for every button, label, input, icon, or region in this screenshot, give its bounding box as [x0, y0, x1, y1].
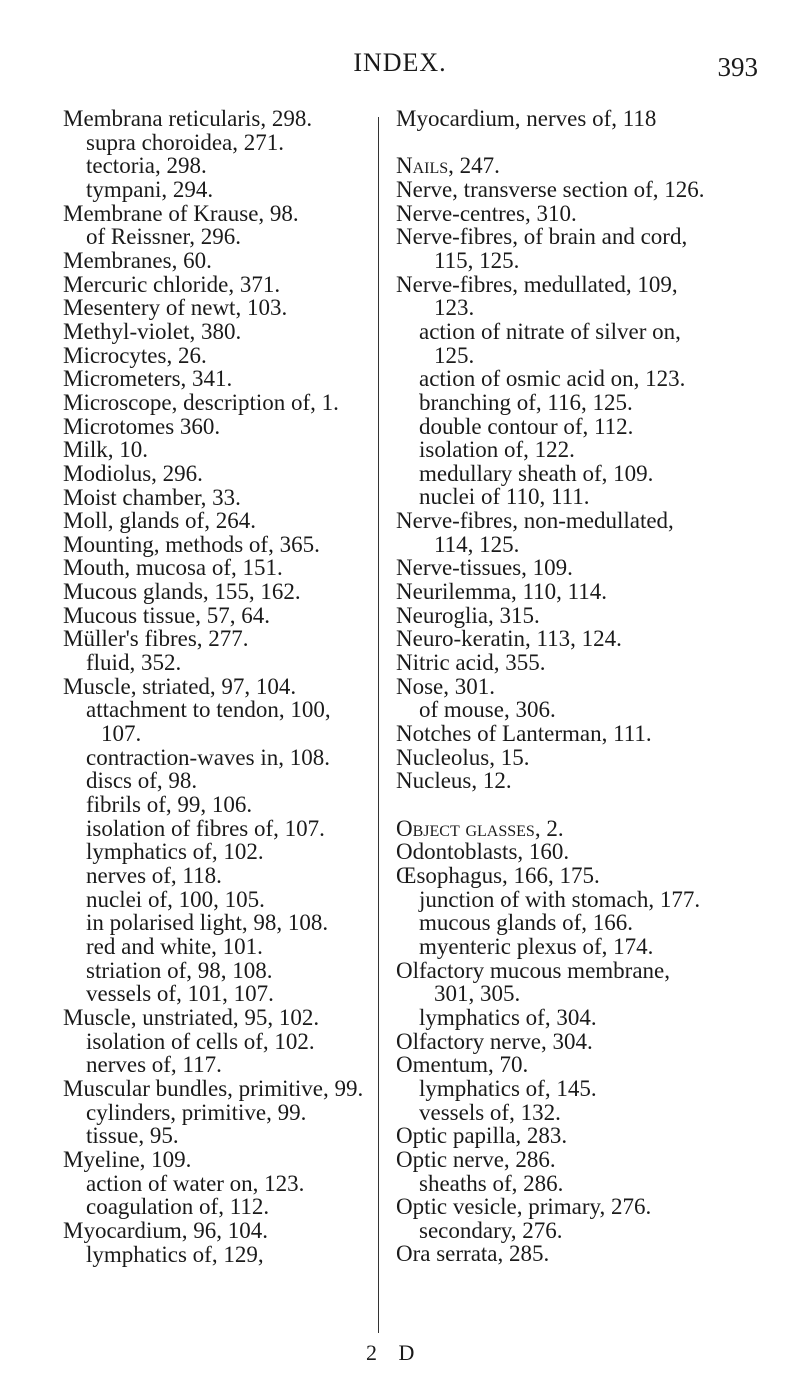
index-subentry: action of nitrate of silver on,	[419, 318, 681, 344]
index-entry: Neuro-keratin, 113, 124.	[396, 626, 622, 652]
index-subentry: nerves of, 118.	[86, 863, 222, 888]
index-entry: Neurilemma, 110, 114.	[396, 579, 607, 605]
index-entry: Muscle, striated, 97, 104.	[63, 673, 297, 699]
index-entry: Müller's fibres, 277.	[63, 626, 249, 652]
column-divider	[378, 117, 379, 1333]
index-subentry: tympani, 294.	[86, 176, 214, 202]
index-subentry: of Reissner, 296.	[86, 224, 241, 250]
index-entry: Methyl-violet, 380.	[63, 318, 242, 344]
index-subentry: lymphatics of, 129,	[86, 1241, 264, 1267]
index-entry: Optic nerve, 286.	[396, 1146, 556, 1172]
index-subentry: red and white, 101.	[86, 933, 263, 959]
index-entry: Nucleolus, 15.	[396, 744, 530, 770]
index-subentry: junction of with stomach, 177.	[419, 886, 701, 912]
index-subentry: vessels of, 132.	[419, 1099, 561, 1125]
index-entry: Membranes, 60.	[63, 247, 212, 273]
entry-gap	[396, 793, 776, 817]
index-subentry: tissue, 95.	[86, 1123, 179, 1149]
page-header	[0, 48, 800, 88]
index-entry: Optic papilla, 283.	[396, 1123, 568, 1149]
index-subentry: lymphatics of, 145.	[419, 1075, 597, 1101]
index-entry: Odontoblasts, 160.	[396, 839, 570, 865]
index-subentry: action of water on, 123.	[86, 1170, 305, 1196]
index-entry: Milk, 10.	[63, 437, 148, 463]
entry-gap	[396, 131, 776, 155]
index-subentry: in polarised light, 98, 108.	[86, 910, 329, 936]
index-subentry: contraction-waves in, 108.	[86, 744, 330, 770]
index-subentry: cylinders, primitive, 99.	[86, 1099, 307, 1125]
index-entry: Neuroglia, 315.	[396, 602, 540, 628]
index-entry: Microscope, description of, 1.	[63, 389, 339, 415]
index-entry: Mesentery of newt, 103.	[63, 295, 288, 321]
index-entry: Mounting, methods of, 365.	[63, 531, 320, 557]
index-subentry: 123.	[434, 295, 475, 321]
index-subentry: tectoria, 298.	[86, 153, 207, 179]
index-subentry: nerves of, 117.	[86, 1052, 222, 1078]
index-subentry: myenteric plexus of, 174.	[419, 933, 654, 959]
index-entry: Membrane of Krause, 98.	[63, 200, 299, 226]
index-subentry: nuclei of 110, 111.	[419, 484, 590, 510]
index-entry: Microtomes 360.	[63, 413, 221, 439]
index-entry: Nucleus, 12.	[396, 768, 512, 794]
index-entry: Œsophagus, 166, 175.	[396, 862, 600, 888]
index-subentry: striation of, 98, 108.	[86, 957, 273, 983]
index-subentry: lymphatics of, 102.	[86, 839, 264, 865]
index-subentry: of mouse, 306.	[419, 697, 556, 723]
page-number: 393	[717, 52, 758, 82]
index-entry: Nerve-fibres, of brain and cord,	[396, 224, 688, 250]
index-subentry: lymphatics of, 304.	[419, 1004, 597, 1030]
index-subentry: nuclei of, 100, 105.	[86, 886, 265, 912]
index-subentry: isolation of cells of, 102.	[86, 1028, 315, 1054]
index-column-right	[396, 107, 776, 1266]
index-entry: Membrana reticularis, 298.	[63, 106, 313, 131]
index-entry: Notches of Lanterman, 111.	[396, 721, 652, 747]
index-entry: Microcytes, 26.	[63, 342, 207, 368]
index-subentry: 114, 125.	[434, 531, 520, 557]
index-subentry: branching of, 116, 125.	[419, 389, 633, 415]
index-subentry: discs of, 98.	[86, 768, 198, 794]
index-entry: Myocardium, 96, 104.	[63, 1217, 269, 1243]
index-subentry: isolation of fibres of, 107.	[86, 815, 325, 841]
index-subentry: sheaths of, 286.	[419, 1170, 564, 1196]
index-entry: Nerve-fibres, non-medullated,	[396, 508, 674, 534]
index-subentry: 125.	[434, 342, 475, 368]
index-subentry: medullary sheath of, 109.	[419, 460, 654, 486]
index-entry: Nerve-centres, 310.	[396, 200, 577, 226]
index-entry: Nerve-fibres, medullated, 109,	[396, 271, 678, 297]
index-entry: Muscle, unstriated, 95, 102.	[63, 1004, 320, 1030]
index-entry: Nails, 247.	[396, 153, 500, 179]
index-entry: Nerve-tissues, 109.	[396, 555, 573, 581]
index-subentry: attachment to tendon, 100,	[86, 697, 331, 723]
index-entry: Nose, 301.	[396, 673, 496, 699]
index-subentry: double contour of, 112.	[419, 413, 634, 439]
index-entry: Ora serrata, 285.	[396, 1241, 550, 1267]
running-title: INDEX.	[353, 48, 447, 77]
index-subentry: fluid, 352.	[86, 650, 182, 676]
index-entry: Mercuric chloride, 371.	[63, 271, 281, 297]
index-entry: Micrometers, 341.	[63, 366, 233, 392]
index-subentry: 301, 305.	[434, 981, 521, 1007]
index-subentry: vessels of, 101, 107.	[86, 981, 274, 1007]
index-entry: Object glasses, 2.	[396, 815, 564, 841]
index-subentry: fibrils of, 99, 106.	[86, 792, 253, 818]
index-entry: Nitric acid, 355.	[396, 650, 546, 676]
index-entry: Olfactory nerve, 304.	[396, 1028, 593, 1054]
index-subentry: action of osmic acid on, 123.	[419, 366, 686, 392]
index-subentry: supra choroidea, 271.	[86, 129, 284, 155]
index-entry: Optic vesicle, primary, 276.	[396, 1194, 652, 1220]
index-subentry: isolation of, 122.	[419, 437, 575, 463]
index-entry: Omentum, 70.	[396, 1052, 529, 1078]
index-entry: Mucous glands, 155, 162.	[63, 579, 301, 605]
index-entry: Moll, glands of, 264.	[63, 508, 256, 534]
index-subentry: 115, 125.	[434, 247, 520, 273]
index-entry: Myeline, 109.	[63, 1146, 192, 1172]
index-subentry: coagulation of, 112.	[86, 1194, 270, 1220]
index-entry: Mucous tissue, 57, 64.	[63, 602, 270, 628]
index-entry: Mouth, mucosa of, 151.	[63, 555, 283, 581]
index-subentry: secondary, 276.	[419, 1217, 563, 1243]
index-entry: Moist chamber, 33.	[63, 484, 241, 510]
index-entry: Myocardium, nerves of, 118	[396, 106, 657, 131]
index-entry: Modiolus, 296.	[63, 460, 203, 486]
index-subentry: 107.	[101, 721, 142, 747]
index-subentry: mucous glands of, 166.	[419, 910, 634, 936]
signature-mark: 2 D	[366, 1340, 423, 1365]
index-entry: Olfactory mucous membrane,	[396, 957, 670, 983]
index-entry: Muscular bundles, primitive, 99.	[63, 1075, 364, 1101]
index-entry: Nerve, transverse section of, 126.	[396, 176, 705, 202]
index-column-left	[63, 107, 443, 1266]
